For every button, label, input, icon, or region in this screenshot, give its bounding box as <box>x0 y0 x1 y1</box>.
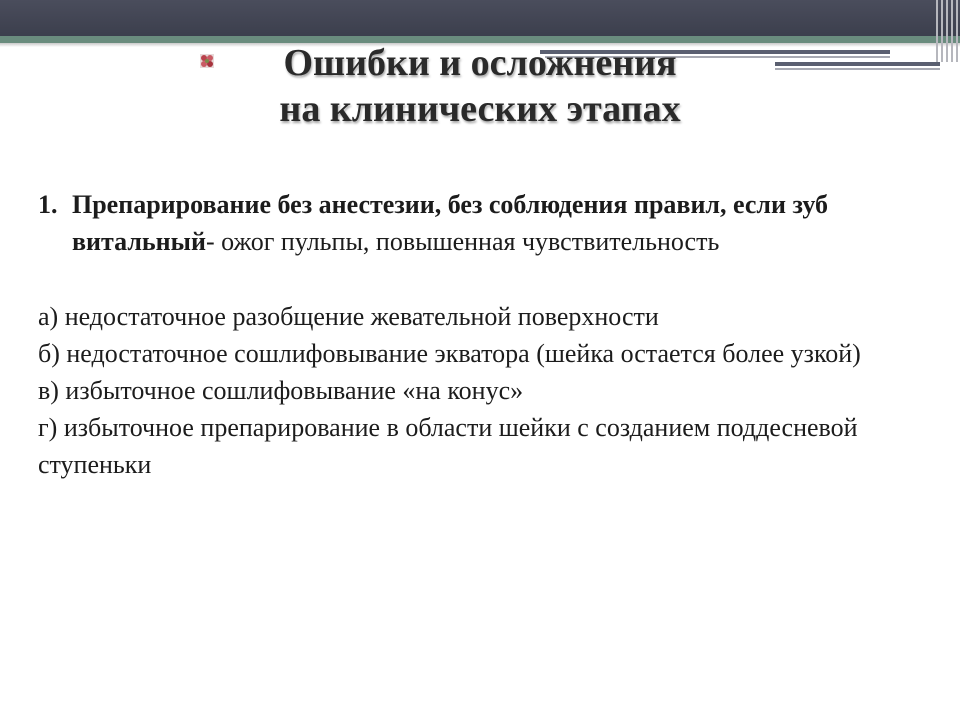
slide-header-bar <box>0 0 960 36</box>
slide-title-line-2: на клинических этапах <box>279 88 681 130</box>
slide-content <box>38 186 928 483</box>
sub-item-d: г) избыточное препарирование в области шейки с созданием поддесневой ступеньки <box>38 413 858 479</box>
sub-item-a: а) недостаточное разобщение жевательной поверхности <box>38 302 659 331</box>
sub-item-c: в) избыточное сошлифовывание «на конус» <box>38 376 524 405</box>
slide-title <box>150 40 810 132</box>
slide-title-line-1: Ошибки и осложнения <box>283 42 677 84</box>
item-bold-text: Препарирование без анестезии, без соблюдения правил, если зуб витальный <box>72 190 829 256</box>
spacer <box>38 260 928 298</box>
item-normal-text: - ожог пульпы, повышенная чувствительность <box>205 227 720 256</box>
numbered-item-1 <box>38 186 928 260</box>
item-number: 1. <box>38 190 58 219</box>
corner-decoration <box>930 0 960 62</box>
sub-item-b: б) недостаточное сошлифовывание экватора (шейка остается более узкой) <box>38 339 861 368</box>
